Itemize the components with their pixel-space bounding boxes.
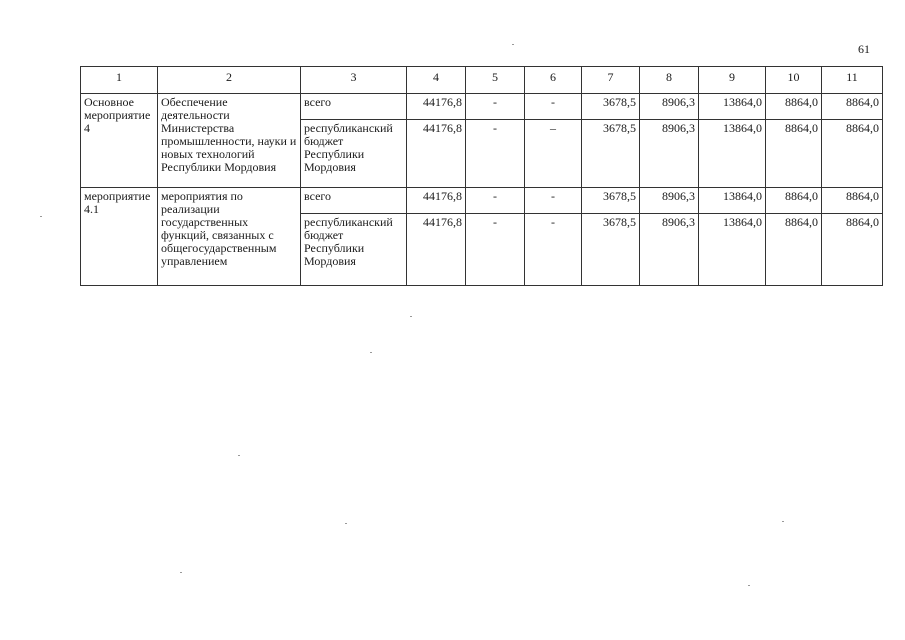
value-cell: 8906,3 bbox=[640, 120, 699, 188]
column-header: 9 bbox=[699, 67, 766, 94]
value-cell: 8864,0 bbox=[822, 214, 883, 286]
budget-table bbox=[80, 66, 883, 286]
scan-speck bbox=[370, 352, 372, 353]
scan-speck bbox=[345, 523, 347, 524]
value-cell: - bbox=[466, 94, 525, 120]
value-cell: 13864,0 bbox=[699, 120, 766, 188]
value-cell: - bbox=[466, 214, 525, 286]
funding-source: республиканский бюджет Республики Мордовия bbox=[301, 120, 407, 188]
value-cell: 8906,3 bbox=[640, 94, 699, 120]
scan-speck bbox=[40, 216, 42, 217]
scan-speck bbox=[410, 316, 412, 317]
value-cell: - bbox=[525, 94, 582, 120]
column-header: 11 bbox=[822, 67, 883, 94]
column-header: 6 bbox=[525, 67, 582, 94]
funding-source: республиканский бюджет Республики Мордовия bbox=[301, 214, 407, 286]
value-cell: 13864,0 bbox=[699, 188, 766, 214]
scan-speck bbox=[180, 572, 182, 573]
value-cell: - bbox=[525, 214, 582, 286]
value-cell: 8864,0 bbox=[766, 120, 822, 188]
value-cell: 44176,8 bbox=[407, 214, 466, 286]
value-cell: - bbox=[466, 120, 525, 188]
event-description: мероприятия по реализации государственных функций, связанных с общегосударственным управлением bbox=[158, 188, 301, 286]
value-cell: - bbox=[466, 188, 525, 214]
value-cell: 44176,8 bbox=[407, 94, 466, 120]
value-cell: – bbox=[525, 120, 582, 188]
scan-speck bbox=[238, 455, 240, 456]
funding-source: всего bbox=[301, 94, 407, 120]
event-description: Обеспечение деятельности Министерства промышленности, науки и новых технологий Республики Мордовия bbox=[158, 94, 301, 188]
page-number: 61 bbox=[858, 42, 870, 56]
column-header: 7 bbox=[582, 67, 640, 94]
column-header: 2 bbox=[158, 67, 301, 94]
value-cell: 8906,3 bbox=[640, 214, 699, 286]
event-name: Основное мероприятие 4 bbox=[81, 94, 158, 188]
value-cell: 13864,0 bbox=[699, 214, 766, 286]
value-cell: 8864,0 bbox=[822, 188, 883, 214]
value-cell: 13864,0 bbox=[699, 94, 766, 120]
value-cell: 44176,8 bbox=[407, 188, 466, 214]
value-cell: 44176,8 bbox=[407, 120, 466, 188]
column-header: 1 bbox=[81, 67, 158, 94]
column-header: 3 bbox=[301, 67, 407, 94]
value-cell: 8864,0 bbox=[766, 214, 822, 286]
value-cell: - bbox=[525, 188, 582, 214]
value-cell: 3678,5 bbox=[582, 188, 640, 214]
value-cell: 3678,5 bbox=[582, 94, 640, 120]
funding-source: всего bbox=[301, 188, 407, 214]
value-cell: 8864,0 bbox=[766, 188, 822, 214]
column-header: 10 bbox=[766, 67, 822, 94]
column-header: 5 bbox=[466, 67, 525, 94]
scan-speck bbox=[512, 44, 514, 45]
table-row bbox=[81, 188, 883, 214]
value-cell: 8864,0 bbox=[822, 120, 883, 188]
column-header: 8 bbox=[640, 67, 699, 94]
scan-speck bbox=[782, 521, 784, 522]
value-cell: 3678,5 bbox=[582, 120, 640, 188]
header-row bbox=[81, 67, 883, 94]
scan-speck bbox=[748, 585, 750, 586]
value-cell: 3678,5 bbox=[582, 214, 640, 286]
table-row bbox=[81, 94, 883, 120]
value-cell: 8864,0 bbox=[766, 94, 822, 120]
event-name: мероприятие 4.1 bbox=[81, 188, 158, 286]
column-header: 4 bbox=[407, 67, 466, 94]
value-cell: 8864,0 bbox=[822, 94, 883, 120]
value-cell: 8906,3 bbox=[640, 188, 699, 214]
